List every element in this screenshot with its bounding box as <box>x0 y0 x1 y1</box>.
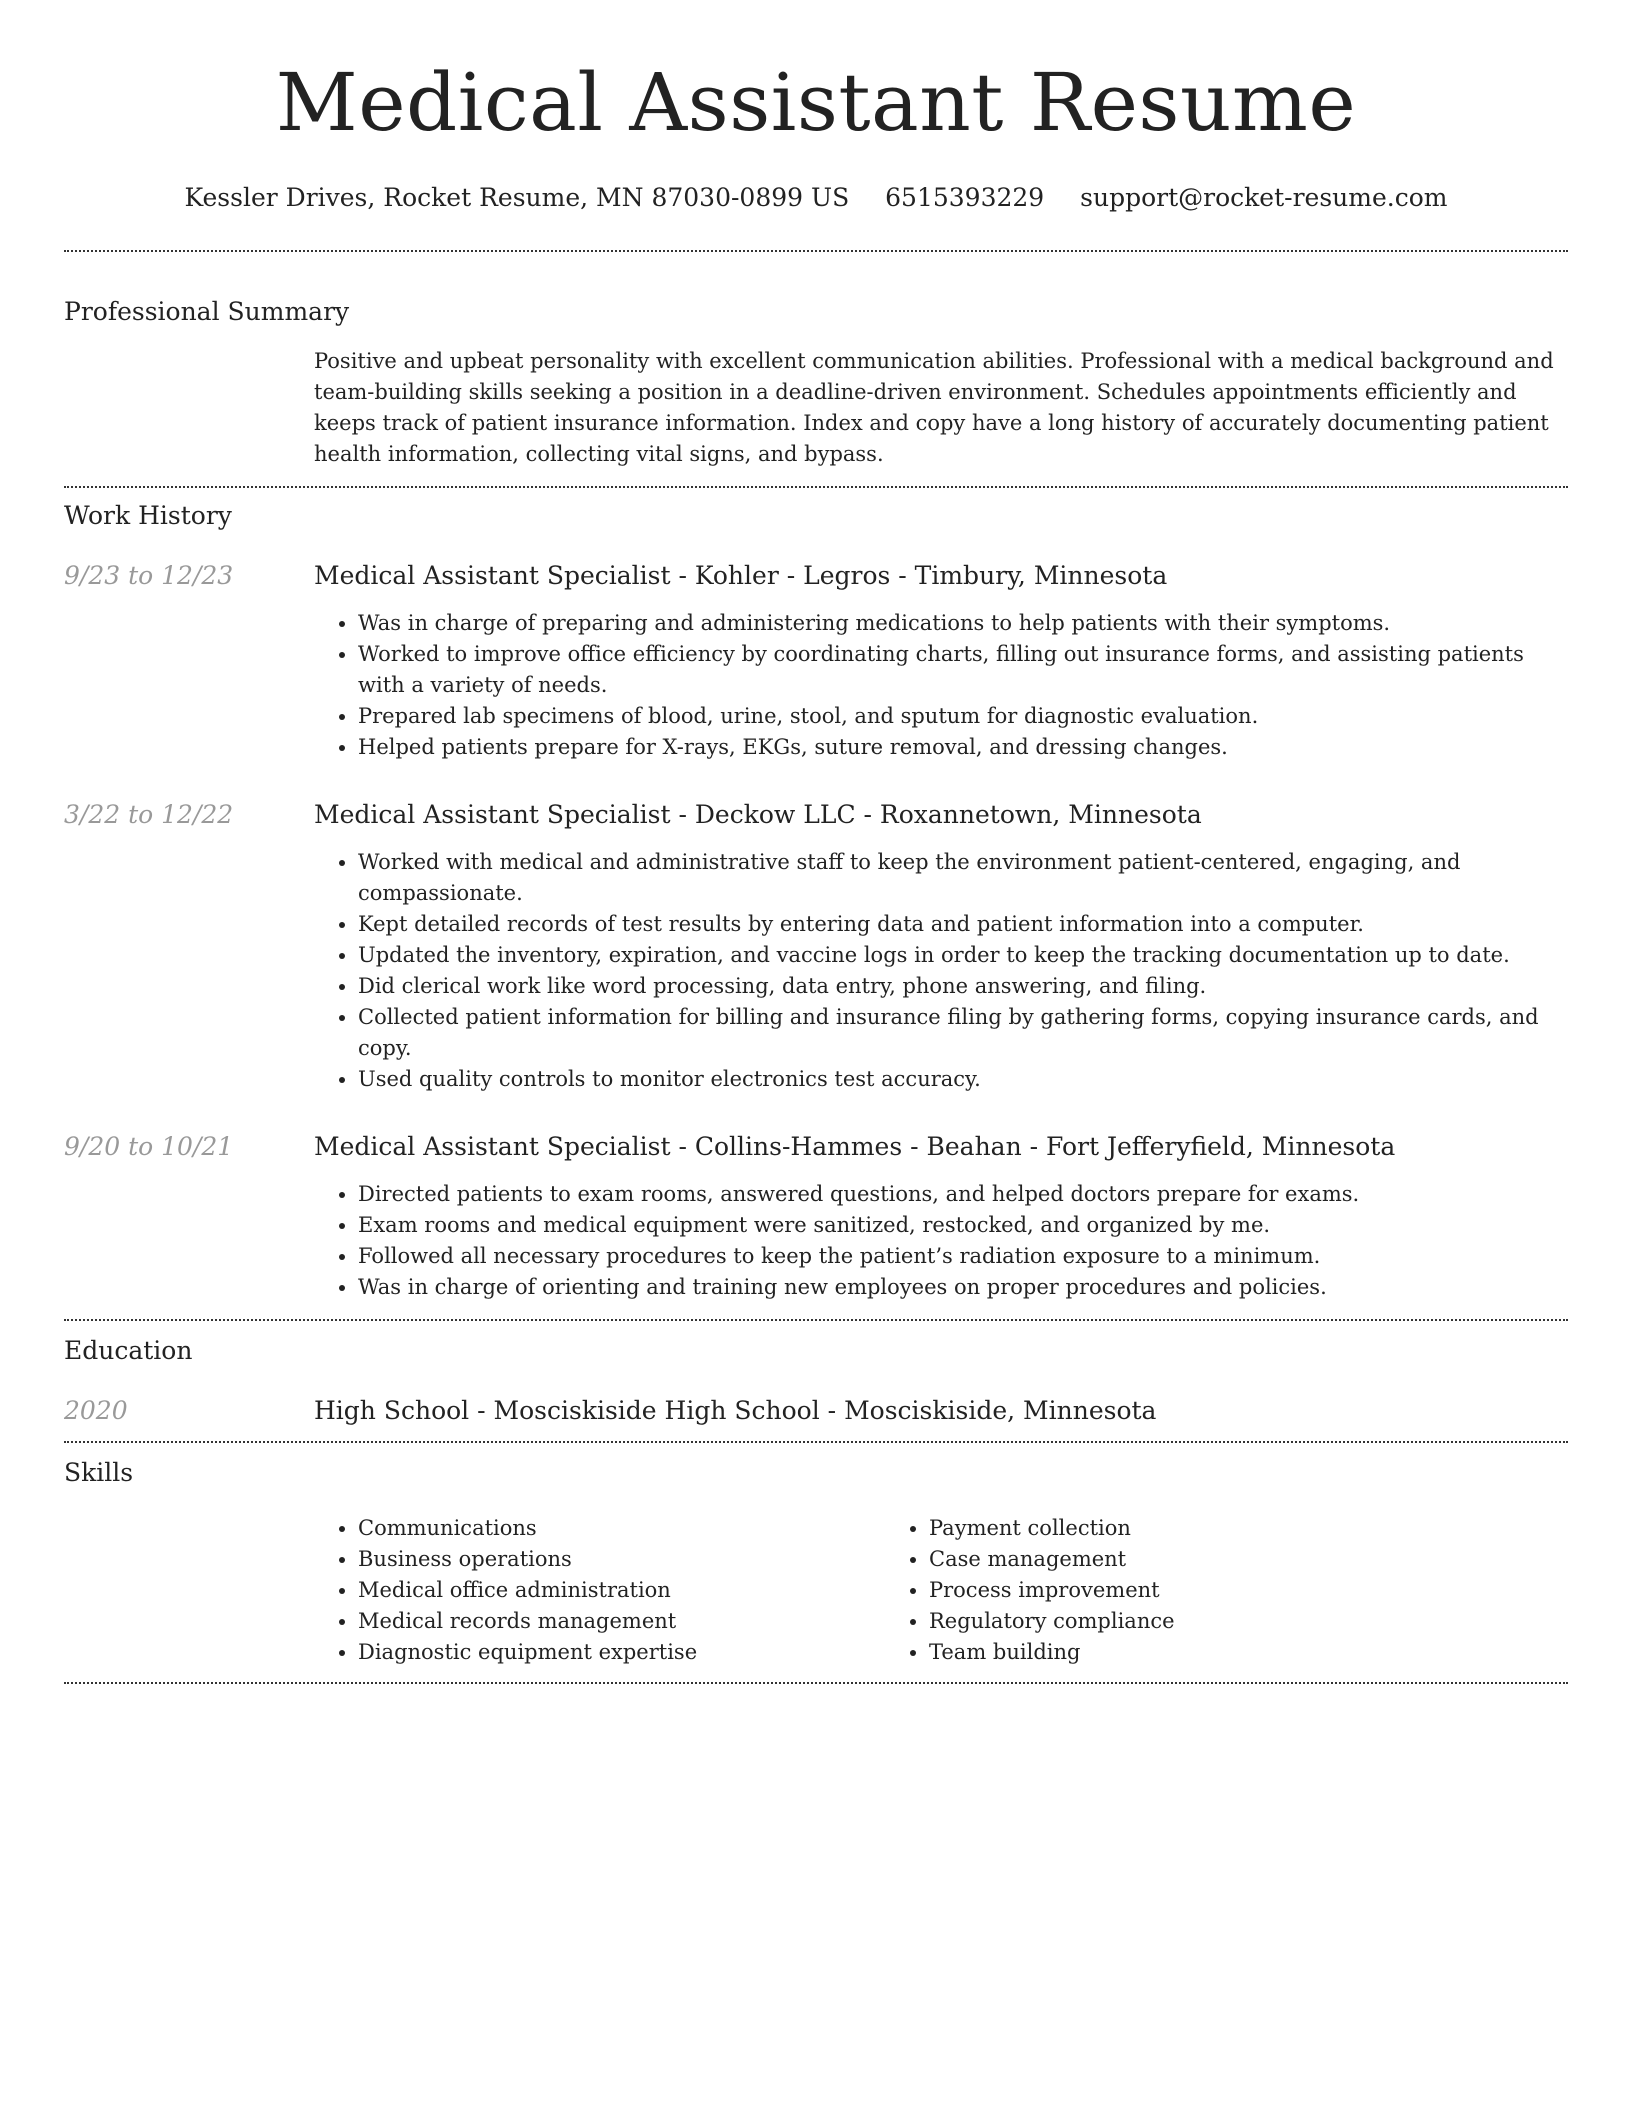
job-title <box>314 1129 1568 1165</box>
list-item: • Kept detailed records of test results by entering data and patient information into a computer. <box>358 909 1568 940</box>
job-dates: 9/20 to 10/21 <box>64 1132 234 1161</box>
education-degree: High School <box>314 1396 470 1425</box>
email-text: support@rocket-resume.com <box>1080 183 1448 212</box>
list-item: • Worked to improve office efficiency by coordinating charts, filling out insurance forms, and assisting patients with a variety of needs. <box>358 639 1568 701</box>
list-item: • Followed all necessary procedures to keep the patient’s radiation exposure to a minimum. <box>358 1241 1568 1272</box>
section-title-skills: Skills <box>64 1458 134 1487</box>
list-item: • Case management <box>929 1544 1456 1575</box>
job-bullets <box>64 847 1568 1095</box>
list-item: • Directed patients to exam rooms, answered questions, and helped doctors prepare for exams. <box>358 1179 1568 1210</box>
job-title <box>314 558 1568 594</box>
job-entry <box>64 797 1568 1095</box>
job-role: Medical Assistant Specialist <box>314 561 671 590</box>
list-item: • Payment collection <box>929 1513 1456 1544</box>
job-header <box>64 1129 1568 1165</box>
job-entry <box>64 1129 1568 1303</box>
contact-line <box>64 180 1568 216</box>
list-item: • Helped patients prepare for X-rays, EKGs, suture removal, and dressing changes. <box>358 732 1568 763</box>
divider <box>64 486 1568 488</box>
summary-text: Positive and upbeat personality with excellent communication abilities. Professional with a medical background and team-building skills seeking a position in a deadline-driven environment. Schedules appointments efficiently and keeps track of patient insurance information. Index and copy have a long history of accurately documenting patient health information, collecting vital signs, and bypass. <box>314 349 1554 466</box>
list-item: • Collected patient information for billing and insurance filing by gathering forms, copying insurance cards, and copy. <box>358 1002 1568 1064</box>
divider <box>64 250 1568 252</box>
job-bullets <box>64 1179 1568 1303</box>
skills-list-left <box>314 1513 885 1668</box>
list-item: • Business operations <box>358 1544 885 1575</box>
job-dates: 9/23 to 12/23 <box>64 561 234 590</box>
divider <box>64 1682 1568 1684</box>
job-role: Medical Assistant Specialist <box>314 1132 671 1161</box>
education-date: 2020 <box>64 1396 128 1425</box>
list-item: • Exam rooms and medical equipment were sanitized, restocked, and organized by me. <box>358 1210 1568 1241</box>
job-employer: - Deckow LLC - Roxannetown, Minnesota <box>670 800 1202 829</box>
job-header <box>64 797 1568 833</box>
phone-text: 6515393229 <box>885 183 1045 212</box>
section-title-summary: Professional Summary <box>64 297 350 326</box>
list-item: • Used quality controls to monitor electronics test accuracy. <box>358 1064 1568 1095</box>
job-employer: - Collins-Hammes - Beahan - Fort Jefferyfield, Minnesota <box>670 1132 1396 1161</box>
list-item: • Process improvement <box>929 1575 1456 1606</box>
job-dates: 3/22 to 12/22 <box>64 800 234 829</box>
list-item: • Prepared lab specimens of blood, urine, stool, and sputum for diagnostic evaluation. <box>358 701 1568 732</box>
section-title-work: Work History <box>64 501 232 530</box>
education-title <box>314 1393 1568 1429</box>
list-item: • Regulatory compliance <box>929 1606 1456 1637</box>
divider <box>64 1441 1568 1443</box>
divider <box>64 1319 1568 1321</box>
job-employer: - Kohler - Legros - Timbury, Minnesota <box>670 561 1168 590</box>
education-school: - Mosciskiside High School - Mosciskiside, Minnesota <box>469 1396 1157 1425</box>
skills-list-right <box>885 1513 1456 1668</box>
job-header <box>64 558 1568 594</box>
list-item: • Medical office administration <box>358 1575 885 1606</box>
list-item: • Was in charge of orienting and training new employees on proper procedures and policies. <box>358 1272 1568 1303</box>
list-item: • Diagnostic equipment expertise <box>358 1637 885 1668</box>
list-item: • Communications <box>358 1513 885 1544</box>
job-role: Medical Assistant Specialist <box>314 800 671 829</box>
job-bullets <box>64 608 1568 763</box>
list-item: • Updated the inventory, expiration, and vaccine logs in order to keep the tracking documentation up to date. <box>358 940 1568 971</box>
list-item: • Did clerical work like word processing, data entry, phone answering, and filing. <box>358 971 1568 1002</box>
skills-grid <box>64 1513 1568 1668</box>
job-entry <box>64 558 1568 763</box>
job-title <box>314 797 1568 833</box>
education-entry <box>64 1393 1568 1429</box>
list-item: • Medical records management <box>358 1606 885 1637</box>
page-title: Medical Assistant Resume <box>275 56 1357 149</box>
section-title-education: Education <box>64 1336 193 1365</box>
list-item: • Team building <box>929 1637 1456 1668</box>
list-item: • Worked with medical and administrative staff to keep the environment patient-centered, engaging, and compassionate. <box>358 847 1568 909</box>
address-text: Kessler Drives, Rocket Resume, MN 87030-0899 US <box>184 183 850 212</box>
list-item: • Was in charge of preparing and administering medications to help patients with their symptoms. <box>358 608 1568 639</box>
